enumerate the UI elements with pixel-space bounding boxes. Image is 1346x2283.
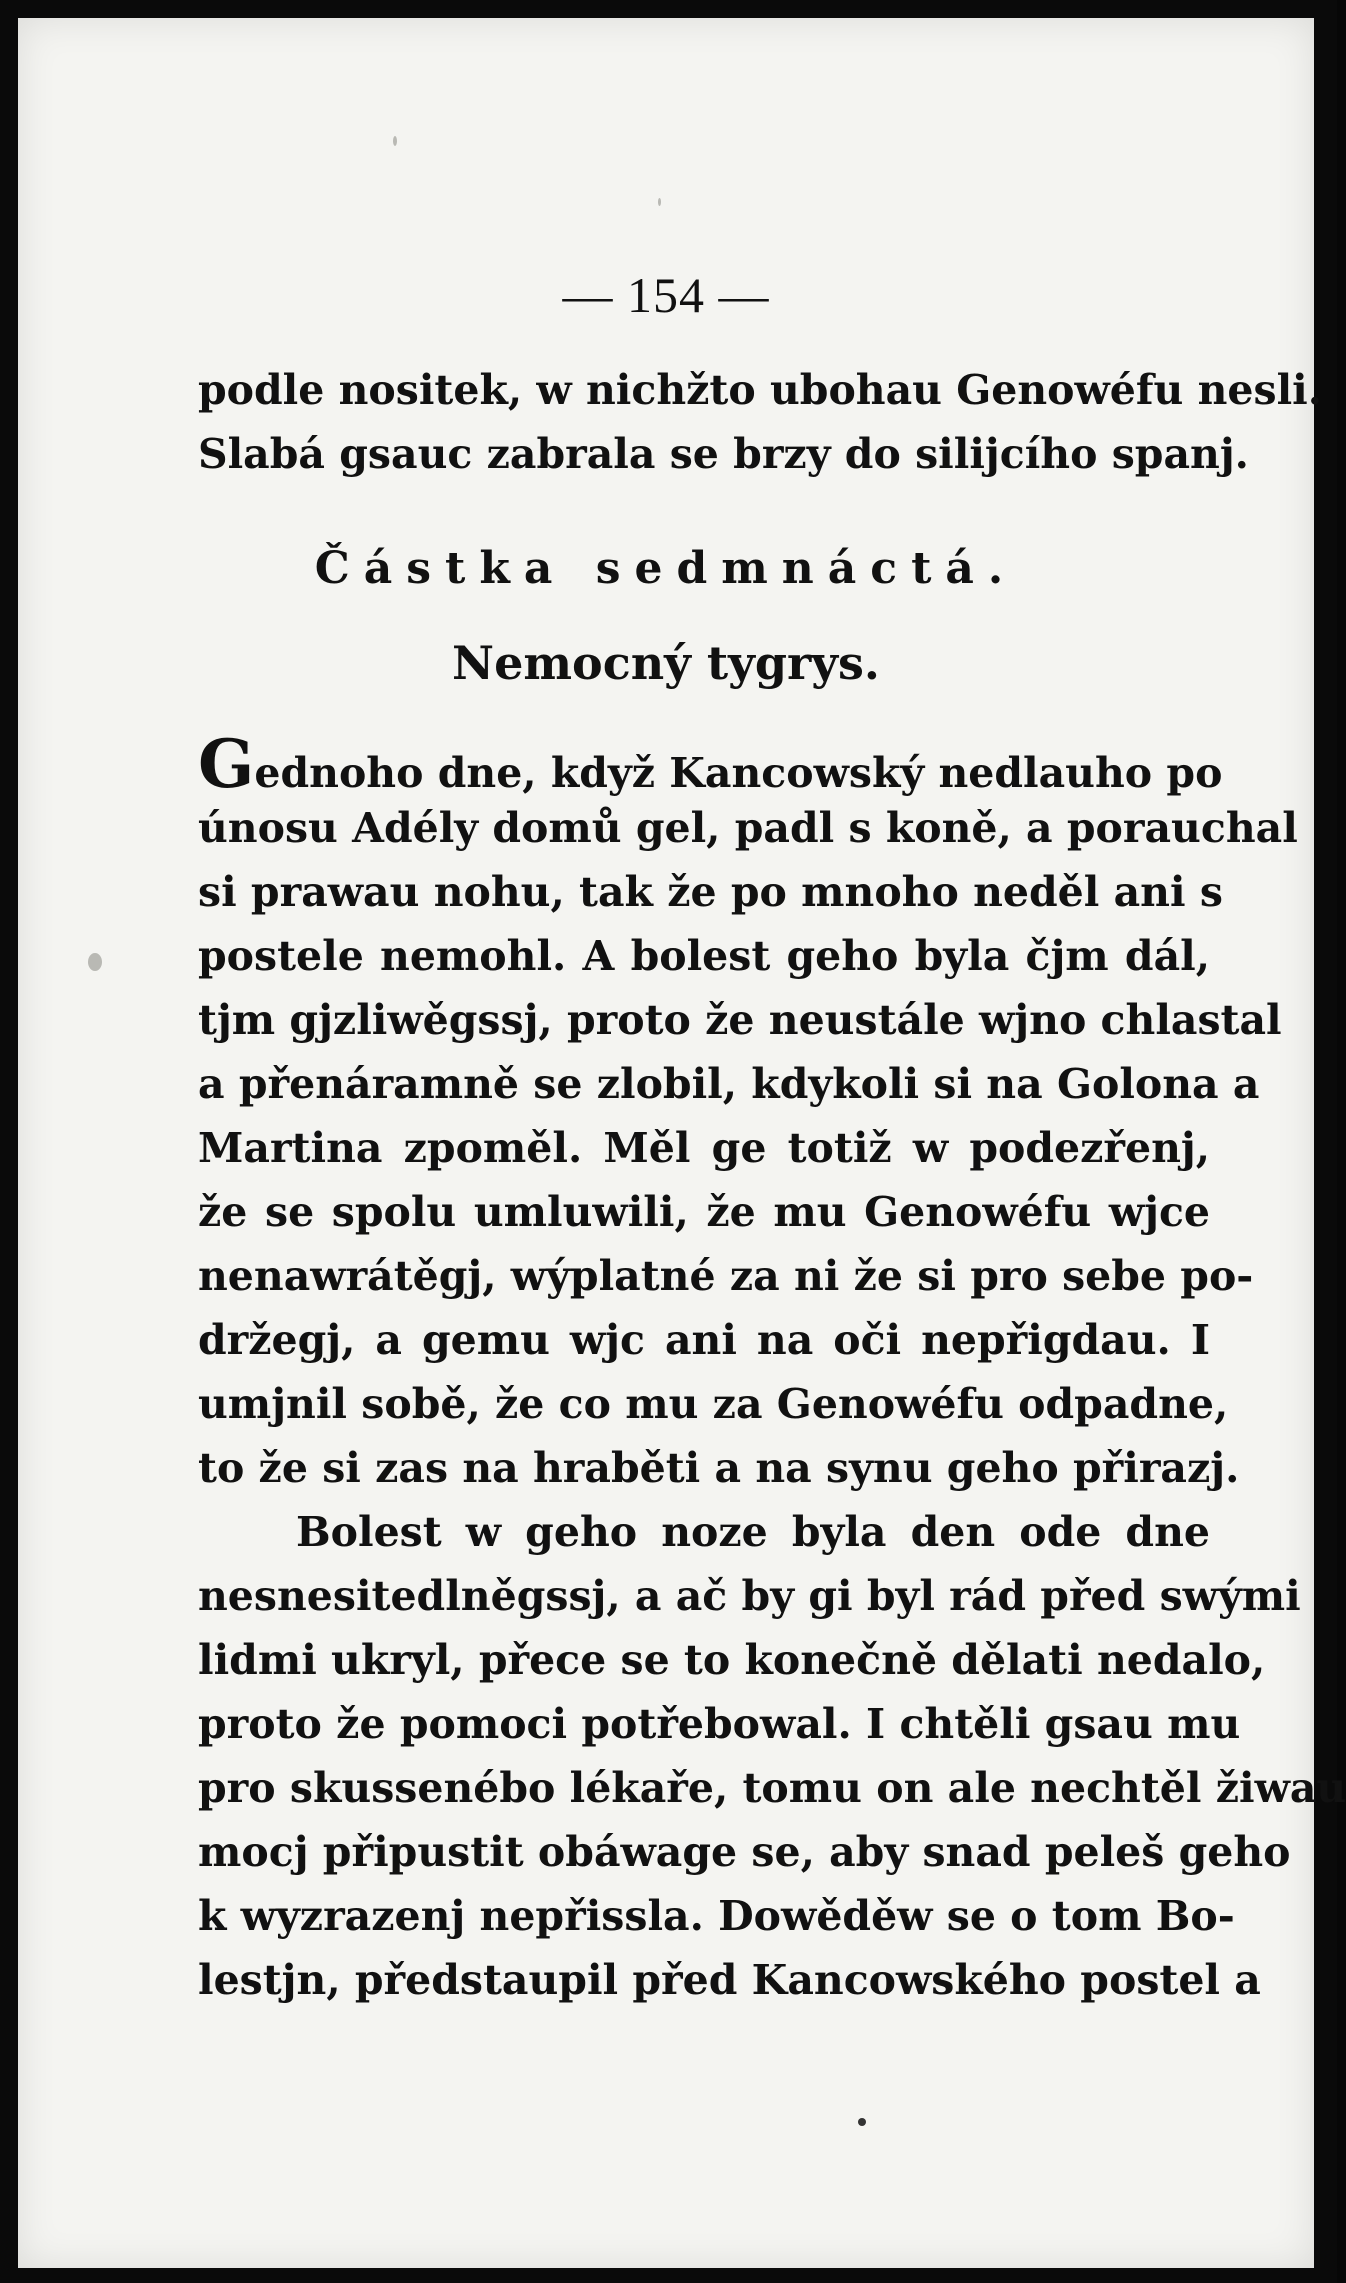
text-line: že se spolu umluwili, že mu Genowéfu wjce bbox=[198, 1188, 1210, 1236]
text-line: to že si zas na hraběti a na synu geho přirazj. bbox=[198, 1444, 1240, 1492]
chapter-title: Nemocný tygrys. bbox=[452, 636, 880, 690]
text-line: si prawau nohu, tak že po mnoho neděl ani s bbox=[198, 868, 1223, 916]
paper-speck bbox=[88, 953, 102, 971]
first-line-text: ednoho dne, když Kancowský nedlauho po bbox=[254, 749, 1223, 797]
text-line: pro skussenébo lékaře, tomu on ale nechtěl žiwau bbox=[198, 1764, 1346, 1812]
paper-speck bbox=[658, 198, 661, 206]
text-line: a přenáramně se zlobil, kdykoli si na Golona a bbox=[198, 1060, 1260, 1108]
text-line: proto že pomoci potřebowal. I chtěli gsau mu bbox=[198, 1700, 1241, 1748]
text-line: k wyzrazenj nepřissla. Dowěděw se o tom Bo- bbox=[198, 1892, 1235, 1940]
page-number: — 154 — bbox=[562, 267, 770, 323]
text-line: lestjn, předstaupil před Kancowského postel a bbox=[198, 1956, 1261, 2004]
text-line: držegj, a gemu wjc ani na oči nepřigdau. I bbox=[198, 1316, 1210, 1364]
text-line: mocj připustit obáwage se, aby snad peleš geho bbox=[198, 1828, 1291, 1876]
text-line: nenawrátěgj, wýplatné za ni že si pro sebe po- bbox=[198, 1252, 1254, 1300]
text-line: Martina zpoměl. Měl ge totiž w podezřenj, bbox=[198, 1124, 1210, 1172]
paper-speck bbox=[393, 136, 397, 146]
text-line: únosu Adély domů gel, padl s koně, a porauchal bbox=[198, 804, 1298, 852]
continuation-line: podle nositek, w nichžto ubohau Genowéfu nesli. bbox=[198, 366, 1323, 414]
text-line: umjnil sobě, že co mu za Genowéfu odpadne, bbox=[198, 1380, 1229, 1428]
text-line: tjm gjzliwěgssj, proto že neustále wjno chlastal bbox=[198, 996, 1282, 1044]
drop-cap: G bbox=[198, 725, 255, 803]
paragraph-first-line bbox=[198, 725, 1223, 803]
continuation-line: Slabá gsauc zabrala se brzy do silijcího spanj. bbox=[198, 430, 1249, 478]
paper-speck bbox=[858, 2118, 866, 2126]
text-line: lidmi ukryl, přece se to konečně dělati nedalo, bbox=[198, 1636, 1266, 1684]
text-line: nesnesitedlněgssj, a ač by gi byl rád před swými bbox=[198, 1572, 1301, 1620]
text-line: postele nemohl. A bolest geho byla čjm dál, bbox=[198, 932, 1210, 980]
text-line-indented: Bolest w geho noze byla den ode dne bbox=[296, 1508, 1210, 1556]
book-page bbox=[18, 18, 1346, 2268]
chapter-heading: Částka sedmnáctá. bbox=[314, 543, 1018, 594]
